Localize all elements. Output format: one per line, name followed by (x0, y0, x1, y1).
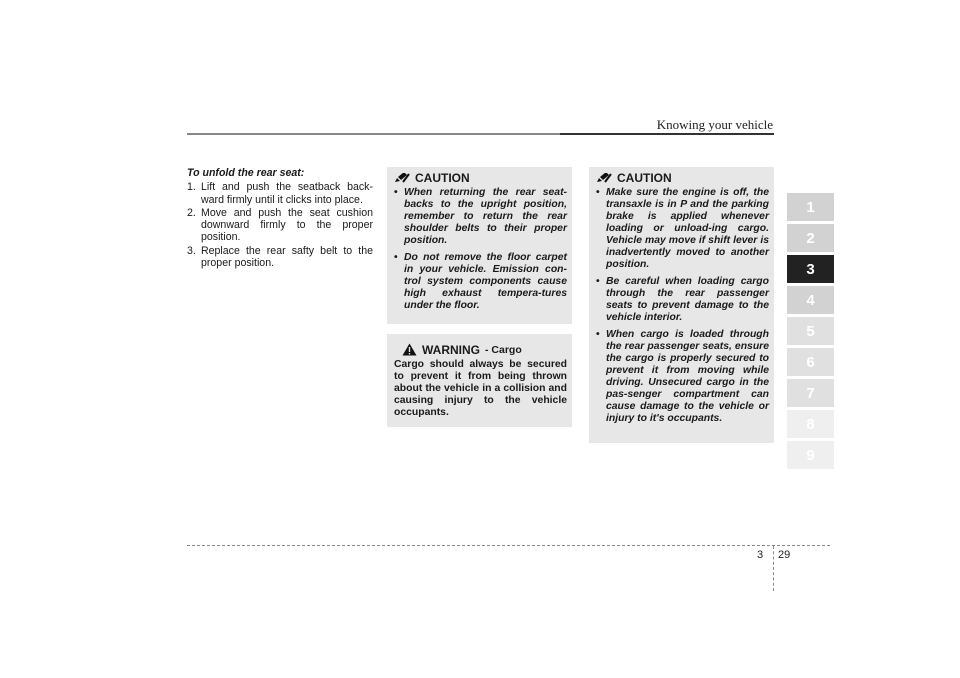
caution-pen-icon (596, 173, 612, 183)
step-item (187, 245, 373, 270)
caution-heading (394, 172, 567, 184)
chapter-tab-7[interactable]: 7 (787, 379, 834, 407)
chapter-tabs (787, 193, 834, 472)
instructions-subtitle: To unfold the rear seat: (187, 167, 305, 179)
caution-heading (596, 172, 769, 184)
warning-subheading: - Cargo (485, 343, 522, 356)
step-text: Move and push the seat cushion downward firmly to the proper position. (201, 206, 373, 244)
step-text: Replace the rear safty belt to the proper position. (201, 244, 373, 270)
page-header-title: Knowing your vehicle (656, 117, 773, 132)
caution-list (596, 187, 769, 425)
step-number: 3. (187, 244, 196, 257)
caution-heading-text: CAUTION (415, 171, 470, 185)
caution-heading-text: CAUTION (617, 171, 672, 185)
caution-item: • Make sure the engine is off, the transaxle is in P and the parking brake is applied whenever loading or unload-ing cargo. Vehicle may move if shift lever is inadvertently moved to another position. (596, 187, 769, 271)
footer-chapter-number: 3 (757, 549, 764, 561)
instructions-column (187, 167, 373, 270)
chapter-tab-4[interactable]: 4 (787, 286, 834, 314)
warning-heading-text: WARNING (422, 342, 480, 357)
chapter-tab-3[interactable]: 3 (787, 255, 834, 283)
chapter-tab-1[interactable]: 1 (787, 193, 834, 221)
step-number: 2. (187, 206, 196, 219)
step-item (187, 181, 373, 206)
chapter-tab-6[interactable]: 6 (787, 348, 834, 376)
caution-item: • Be careful when loading cargo through the rear passenger seats to prevent damage to the vehicle interior. (596, 276, 769, 324)
caution-list (394, 187, 567, 312)
steps-list (187, 181, 373, 269)
step-number: 1. (187, 181, 196, 194)
caution-pen-icon (394, 173, 410, 183)
warning-box-cargo (387, 334, 572, 427)
chapter-tab-8[interactable]: 8 (787, 410, 834, 438)
step-item (187, 207, 373, 244)
footer-rule (187, 545, 830, 546)
caution-box-cargo (589, 167, 774, 443)
warning-triangle-icon (402, 343, 417, 356)
footer-divider (773, 546, 774, 591)
step-text: Lift and push the seatback back-ward firmly until it clicks into place. (201, 181, 373, 206)
header-rule-accent (560, 133, 774, 135)
caution-item: • When returning the rear seat-backs to the upright position, remember to return the rear shoulder belts to their proper position. (394, 187, 567, 247)
caution-item: • Do not remove the floor carpet in your vehicle. Emission con-trol system components cause high exhaust tempera-tures under the floor. (394, 252, 567, 312)
footer-page-number: 29 (778, 549, 791, 561)
warning-heading (402, 343, 567, 356)
caution-item: • When cargo is loaded through the rear passenger seats, ensure the cargo is properly secured to prevent it from moving while driving. Unsecured cargo in the pas-senger compartment can cause damage to the vehicle or injury to it's occupants. (596, 329, 769, 425)
chapter-tab-9[interactable]: 9 (787, 441, 834, 469)
warning-text: Cargo should always be secured to prevent it from being thrown about the vehicle in a collision and causing injury to the vehicle occupants. (394, 359, 567, 418)
caution-box-seats (387, 167, 572, 324)
chapter-tab-5[interactable]: 5 (787, 317, 834, 345)
chapter-tab-2[interactable]: 2 (787, 224, 834, 252)
